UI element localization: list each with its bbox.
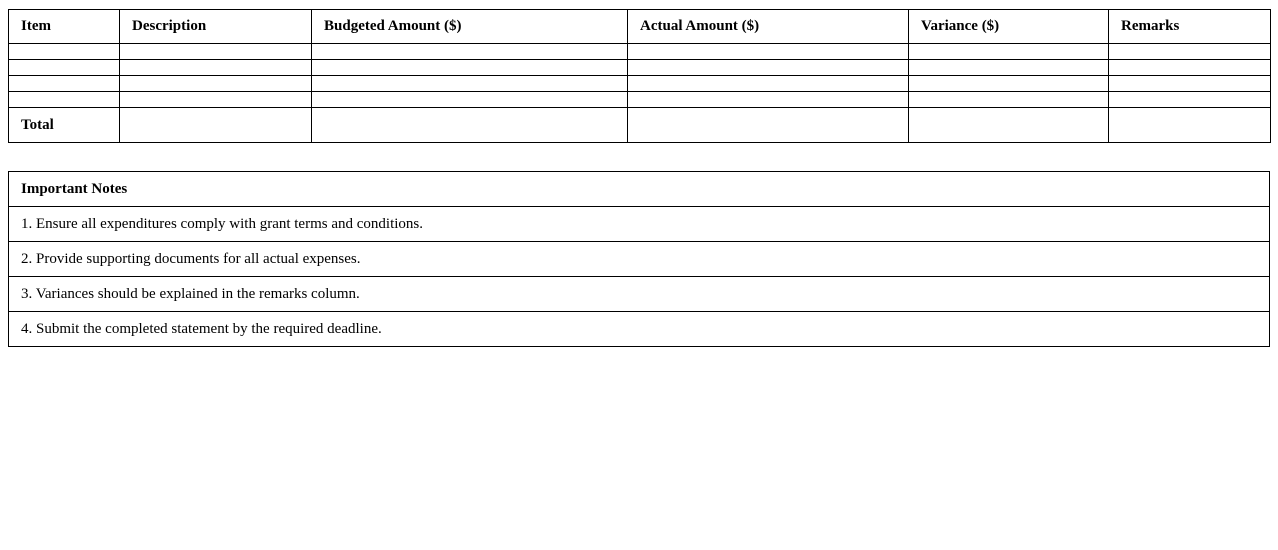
- table-cell[interactable]: [909, 92, 1109, 108]
- table-cell[interactable]: [312, 44, 628, 60]
- table-cell[interactable]: [9, 76, 120, 92]
- table-cell[interactable]: [312, 60, 628, 76]
- note-item: 2. Provide supporting documents for all actual expenses.: [9, 242, 1270, 277]
- table-cell[interactable]: [312, 92, 628, 108]
- table-cell[interactable]: [9, 60, 120, 76]
- table-cell[interactable]: [312, 76, 628, 92]
- table-cell[interactable]: [909, 44, 1109, 60]
- table-cell[interactable]: [120, 44, 312, 60]
- note-row: [9, 242, 1270, 277]
- table-cell[interactable]: [1109, 76, 1271, 92]
- table-cell[interactable]: [1109, 44, 1271, 60]
- total-budgeted-cell[interactable]: [312, 108, 628, 143]
- total-variance-cell[interactable]: [909, 108, 1109, 143]
- header-remarks: Remarks: [1109, 10, 1271, 44]
- note-item: 3. Variances should be explained in the remarks column.: [9, 277, 1270, 312]
- table-cell[interactable]: [120, 92, 312, 108]
- table-cell[interactable]: [628, 44, 909, 60]
- header-budgeted-amount: Budgeted Amount ($): [312, 10, 628, 44]
- note-row: [9, 312, 1270, 347]
- table-cell[interactable]: [1109, 92, 1271, 108]
- table-cell[interactable]: [120, 60, 312, 76]
- total-description-cell[interactable]: [120, 108, 312, 143]
- budget-statement-table: [8, 9, 1271, 143]
- total-row: [9, 108, 1271, 143]
- important-notes-table: [8, 171, 1270, 347]
- table-cell[interactable]: [9, 92, 120, 108]
- header-description: Description: [120, 10, 312, 44]
- table-row: [9, 60, 1271, 76]
- table-cell[interactable]: [628, 92, 909, 108]
- table-cell[interactable]: [909, 76, 1109, 92]
- table-cell[interactable]: [909, 60, 1109, 76]
- table-row: [9, 92, 1271, 108]
- note-row: [9, 207, 1270, 242]
- note-row: [9, 277, 1270, 312]
- table-cell[interactable]: [9, 44, 120, 60]
- table-row: [9, 76, 1271, 92]
- note-item: 4. Submit the completed statement by the required deadline.: [9, 312, 1270, 347]
- notes-title: Important Notes: [9, 172, 1270, 207]
- header-actual-amount: Actual Amount ($): [628, 10, 909, 44]
- table-cell[interactable]: [120, 76, 312, 92]
- notes-header-row: [9, 172, 1270, 207]
- table-header-row: [9, 10, 1271, 44]
- note-item: 1. Ensure all expenditures comply with grant terms and conditions.: [9, 207, 1270, 242]
- table-row: [9, 44, 1271, 60]
- total-actual-cell[interactable]: [628, 108, 909, 143]
- total-remarks-cell[interactable]: [1109, 108, 1271, 143]
- header-variance: Variance ($): [909, 10, 1109, 44]
- table-cell[interactable]: [1109, 60, 1271, 76]
- table-cell[interactable]: [628, 60, 909, 76]
- header-item: Item: [9, 10, 120, 44]
- table-cell[interactable]: [628, 76, 909, 92]
- total-label: Total: [9, 108, 120, 143]
